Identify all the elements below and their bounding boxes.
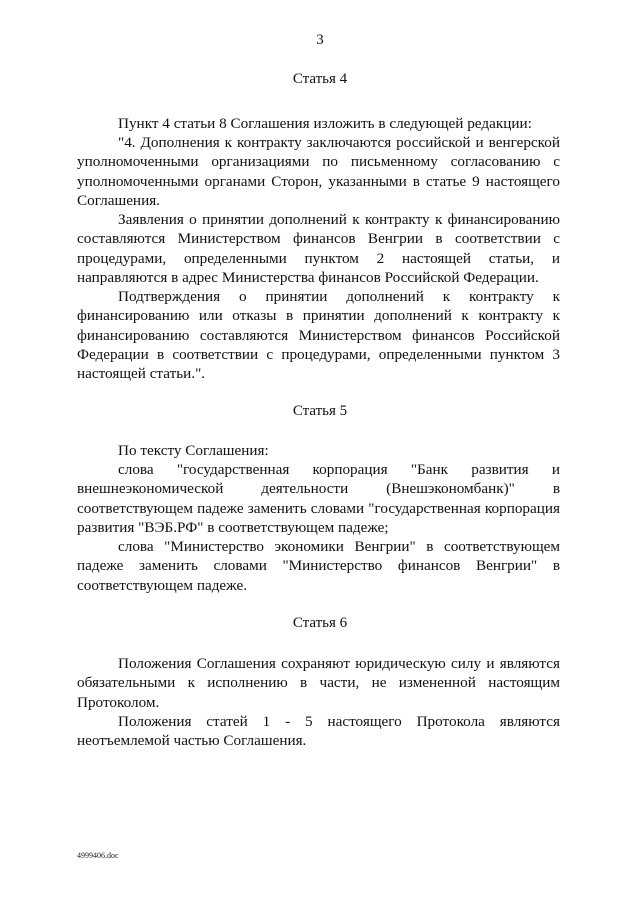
article-4-heading: Статья 4	[292, 71, 348, 87]
article-4-paragraph-4: Подтверждения о принятии дополнений к контракту к финансированию или отказы в принятии дополнений к контракту к финансированию составляются Министерством финансов Российской Федерации в соответствии с процедурами, определенными пунктом 3 настоящей статьи.".	[77, 288, 560, 383]
article-4-paragraph-2: "4. Дополнения к контракту заключаются российской и венгерской уполномоченными организациями по письменному согласованию с уполномоченными органами Сторон, указанными в статье 9 настоящего Соглашения.	[77, 134, 560, 209]
article-4-paragraph-3: Заявления о принятии дополнений к контракту к финансированию составляются Министерством финансов Венгрии в соответствии с процедурами, определенными пунктом 2 настоящей статьи, и направляются в адрес Министерства финансов Российской Федерации.	[77, 211, 560, 286]
article-5-paragraph-1: По тексту Соглашения:	[118, 442, 269, 459]
document-file-code: 4999406.doc	[77, 851, 119, 860]
article-6-paragraph-1: Положения Соглашения сохраняют юридическую силу и являются обязательными к исполнению в части, не измененной настоящим Протоколом.	[77, 655, 560, 711]
page-number: 3	[316, 32, 324, 48]
article-6-heading: Статья 6	[292, 615, 348, 631]
article-5-paragraph-2: слова "государственная корпорация "Банк развития и внешнеэкономической деятельности (Внешэкономбанк)" в соответствующем падеже заменить словами "государственная корпорация развития "ВЭБ.РФ" в соответствующем падеже;	[77, 461, 560, 536]
article-5-paragraph-3: слова "Министерство экономики Венгрии" в соответствующем падеже заменить словами "Министерство финансов Венгрии" в соответствующем падеже.	[77, 538, 560, 594]
article-5-heading: Статья 5	[292, 403, 348, 419]
article-4-paragraph-1: Пункт 4 статьи 8 Соглашения изложить в следующей редакции:	[118, 115, 532, 132]
article-6-paragraph-2: Положения статей 1 - 5 настоящего Протокола являются неотъемлемой частью Соглашения.	[77, 713, 560, 750]
